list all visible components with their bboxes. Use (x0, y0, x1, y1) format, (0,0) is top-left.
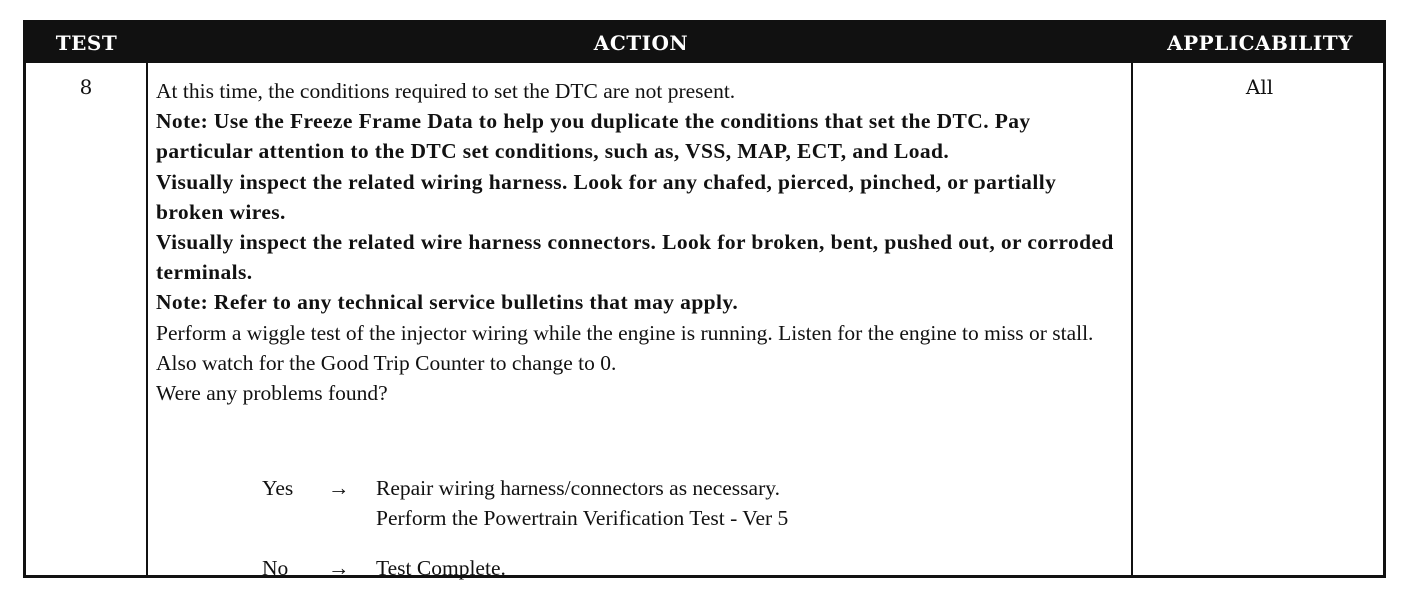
test-number: 8 (79, 75, 93, 99)
action-question: Were any problems found? (156, 381, 388, 406)
applicability-value: All (1245, 75, 1274, 99)
answer-yes-result (376, 473, 788, 533)
column-divider-action-applicability (1131, 63, 1133, 575)
answer-no-label: No (262, 556, 289, 580)
arrow-right-icon: → (328, 556, 350, 580)
arrow-right-icon: → (328, 476, 350, 500)
header-applicability: APPLICABILITY (1167, 31, 1353, 55)
action-text (156, 76, 1126, 408)
action-inspect-harness: Visually inspect the related wiring harness. Look for any chafed, pierced, pinched, or partially broken wires. (156, 169, 1057, 224)
header-test: TEST (55, 31, 118, 55)
diagnostic-test-table (23, 20, 1386, 578)
action-inspect-connectors: Visually inspect the related wire harness connectors. Look for broken, bent, pushed out, or corroded terminals. (156, 230, 1114, 285)
action-note-bulletins: Note: Refer to any technical service bulletins that may apply. (156, 290, 739, 315)
action-line-intro: At this time, the conditions required to set the DTC are not present. (156, 79, 736, 103)
answer-yes-result-line-1: Repair wiring harness/connectors as necessary. (376, 476, 780, 500)
column-divider-test-action (146, 63, 148, 575)
answer-no-result: Test Complete. (376, 556, 506, 580)
answer-yes-result-line-2: Perform the Powertrain Verification Test - Ver 5 (376, 506, 789, 530)
header-action: ACTION (593, 31, 689, 55)
action-wiggle-test: Perform a wiggle test of the injector wiring while the engine is running. Listen for the engine to miss or stall. Also watch for the Good Trip Counter to change to 0. (156, 320, 1094, 375)
answer-yes-label: Yes (262, 476, 294, 500)
table-header (26, 23, 1383, 63)
action-note-freeze-frame: Note: Use the Freeze Frame Data to help you duplicate the conditions that set the DTC. Pay particular attention to the DTC set conditions, such as, VSS, MAP, ECT, and Load. (156, 109, 1031, 164)
